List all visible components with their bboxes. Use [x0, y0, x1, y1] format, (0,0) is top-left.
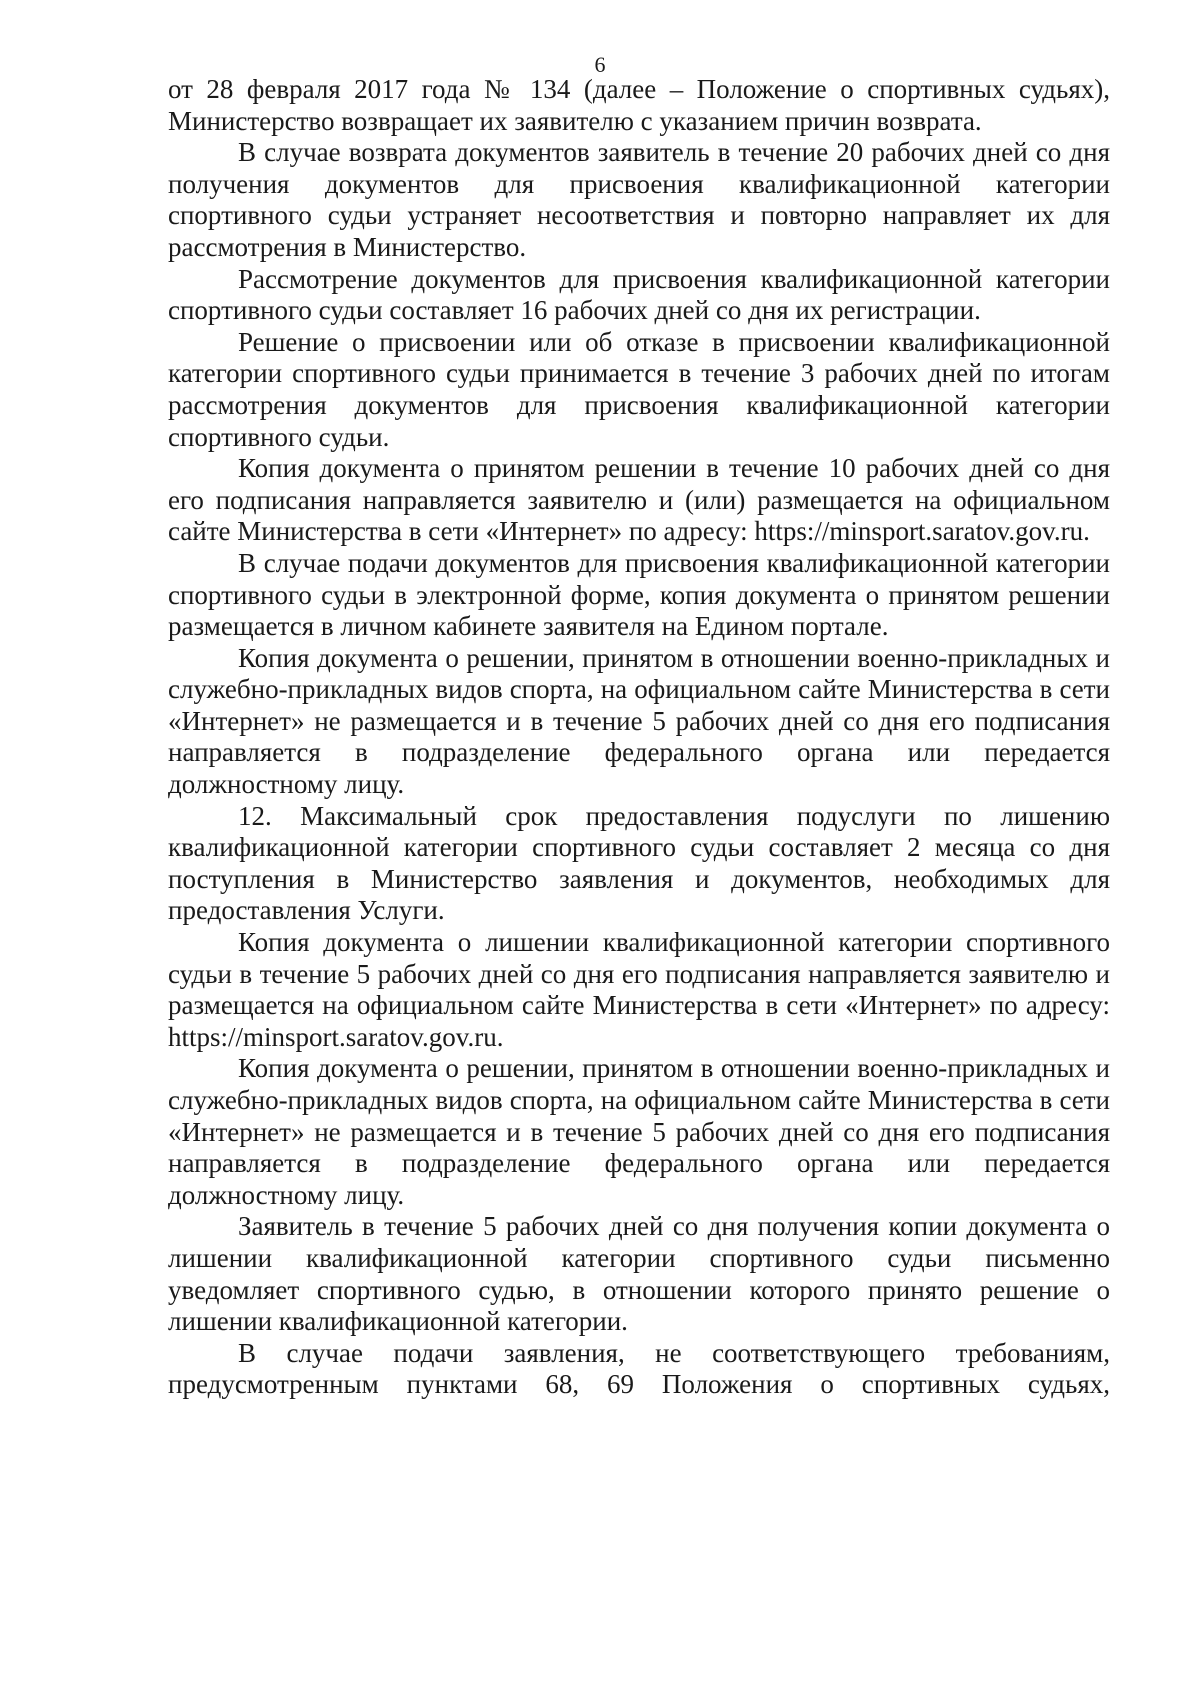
- paragraph: Решение о присвоении или об отказе в присвоении квалификационной категории спортивного судьи принимается в течение 3 рабочих дней по итогам рассмотрения документов для присвоения квалификационной категории спортивного судьи.: [168, 326, 1110, 452]
- paragraph: В случае возврата документов заявитель в течение 20 рабочих дней со дня получения документов для присвоения квалификационной категории спортивного судьи устраняет несоответствия и повторно направляет их для рассмотрения в Министерство.: [168, 137, 1110, 262]
- paragraph: Копия документа о принятом решении в течение 10 рабочих дней со дня его подписания направляется заявителю и (или) размещается на официальном сайте Министерства в сети «Интернет» по адресу: https://minsport.saratov.gov.ru.: [168, 453, 1110, 547]
- paragraph: 12. Максимальный срок предоставления подуслуги по лишению квалификационной категории спортивного судьи составляет 2 месяца со дня поступления в Министерство заявления и документов, необходимых для предоставления Услуги.: [168, 800, 1110, 926]
- paragraph: В случае подачи заявления, не соответствующего требованиям, предусмотренным пунктами 68, 69 Положения о спортивных судьях,: [168, 1337, 1110, 1400]
- document-body: [168, 74, 1110, 1401]
- paragraph: Копия документа о решении, принятом в отношении военно-прикладных и служебно-прикладных видов спорта, на официальном сайте Министерства в сети «Интернет» не размещается и в течение 5 рабочих дней со дня его подписания направляется в подразделение федерального органа или передается должностному лицу.: [168, 1053, 1110, 1210]
- page-number: 6: [594, 52, 606, 77]
- paragraph: Копия документа о решении, принятом в отношении военно-прикладных и служебно-прикладных видов спорта, на официальном сайте Министерства в сети «Интернет» не размещается и в течение 5 рабочих дней со дня его подписания направляется в подразделение федерального органа или передается должностному лицу.: [168, 642, 1110, 800]
- paragraph: от 28 февраля 2017 года № 134 (далее – Положение о спортивных судьях), Министерство возвращает их заявителю с указанием причин возврата.: [168, 74, 1110, 136]
- paragraph: Рассмотрение документов для присвоения квалификационной категории спортивного судьи составляет 16 рабочих дней со дня их регистрации.: [168, 263, 1110, 326]
- paragraph: Заявитель в течение 5 рабочих дней со дня получения копии документа о лишении квалификационной категории спортивного судьи письменно уведомляет спортивного судью, в отношении которого принято решение о лишении квалификационной категории.: [168, 1211, 1110, 1337]
- paragraph: Копия документа о лишении квалификационной категории спортивного судьи в течение 5 рабочих дней со дня его подписания направляется заявителю и размещается на официальном сайте Министерства в сети «Интернет» по адресу: https://minsport.saratov.gov.ru.: [168, 927, 1110, 1052]
- paragraph: В случае подачи документов для присвоения квалификационной категории спортивного судьи в электронной форме, копия документа о принятом решении размещается в личном кабинете заявителя на Едином портале.: [168, 547, 1110, 642]
